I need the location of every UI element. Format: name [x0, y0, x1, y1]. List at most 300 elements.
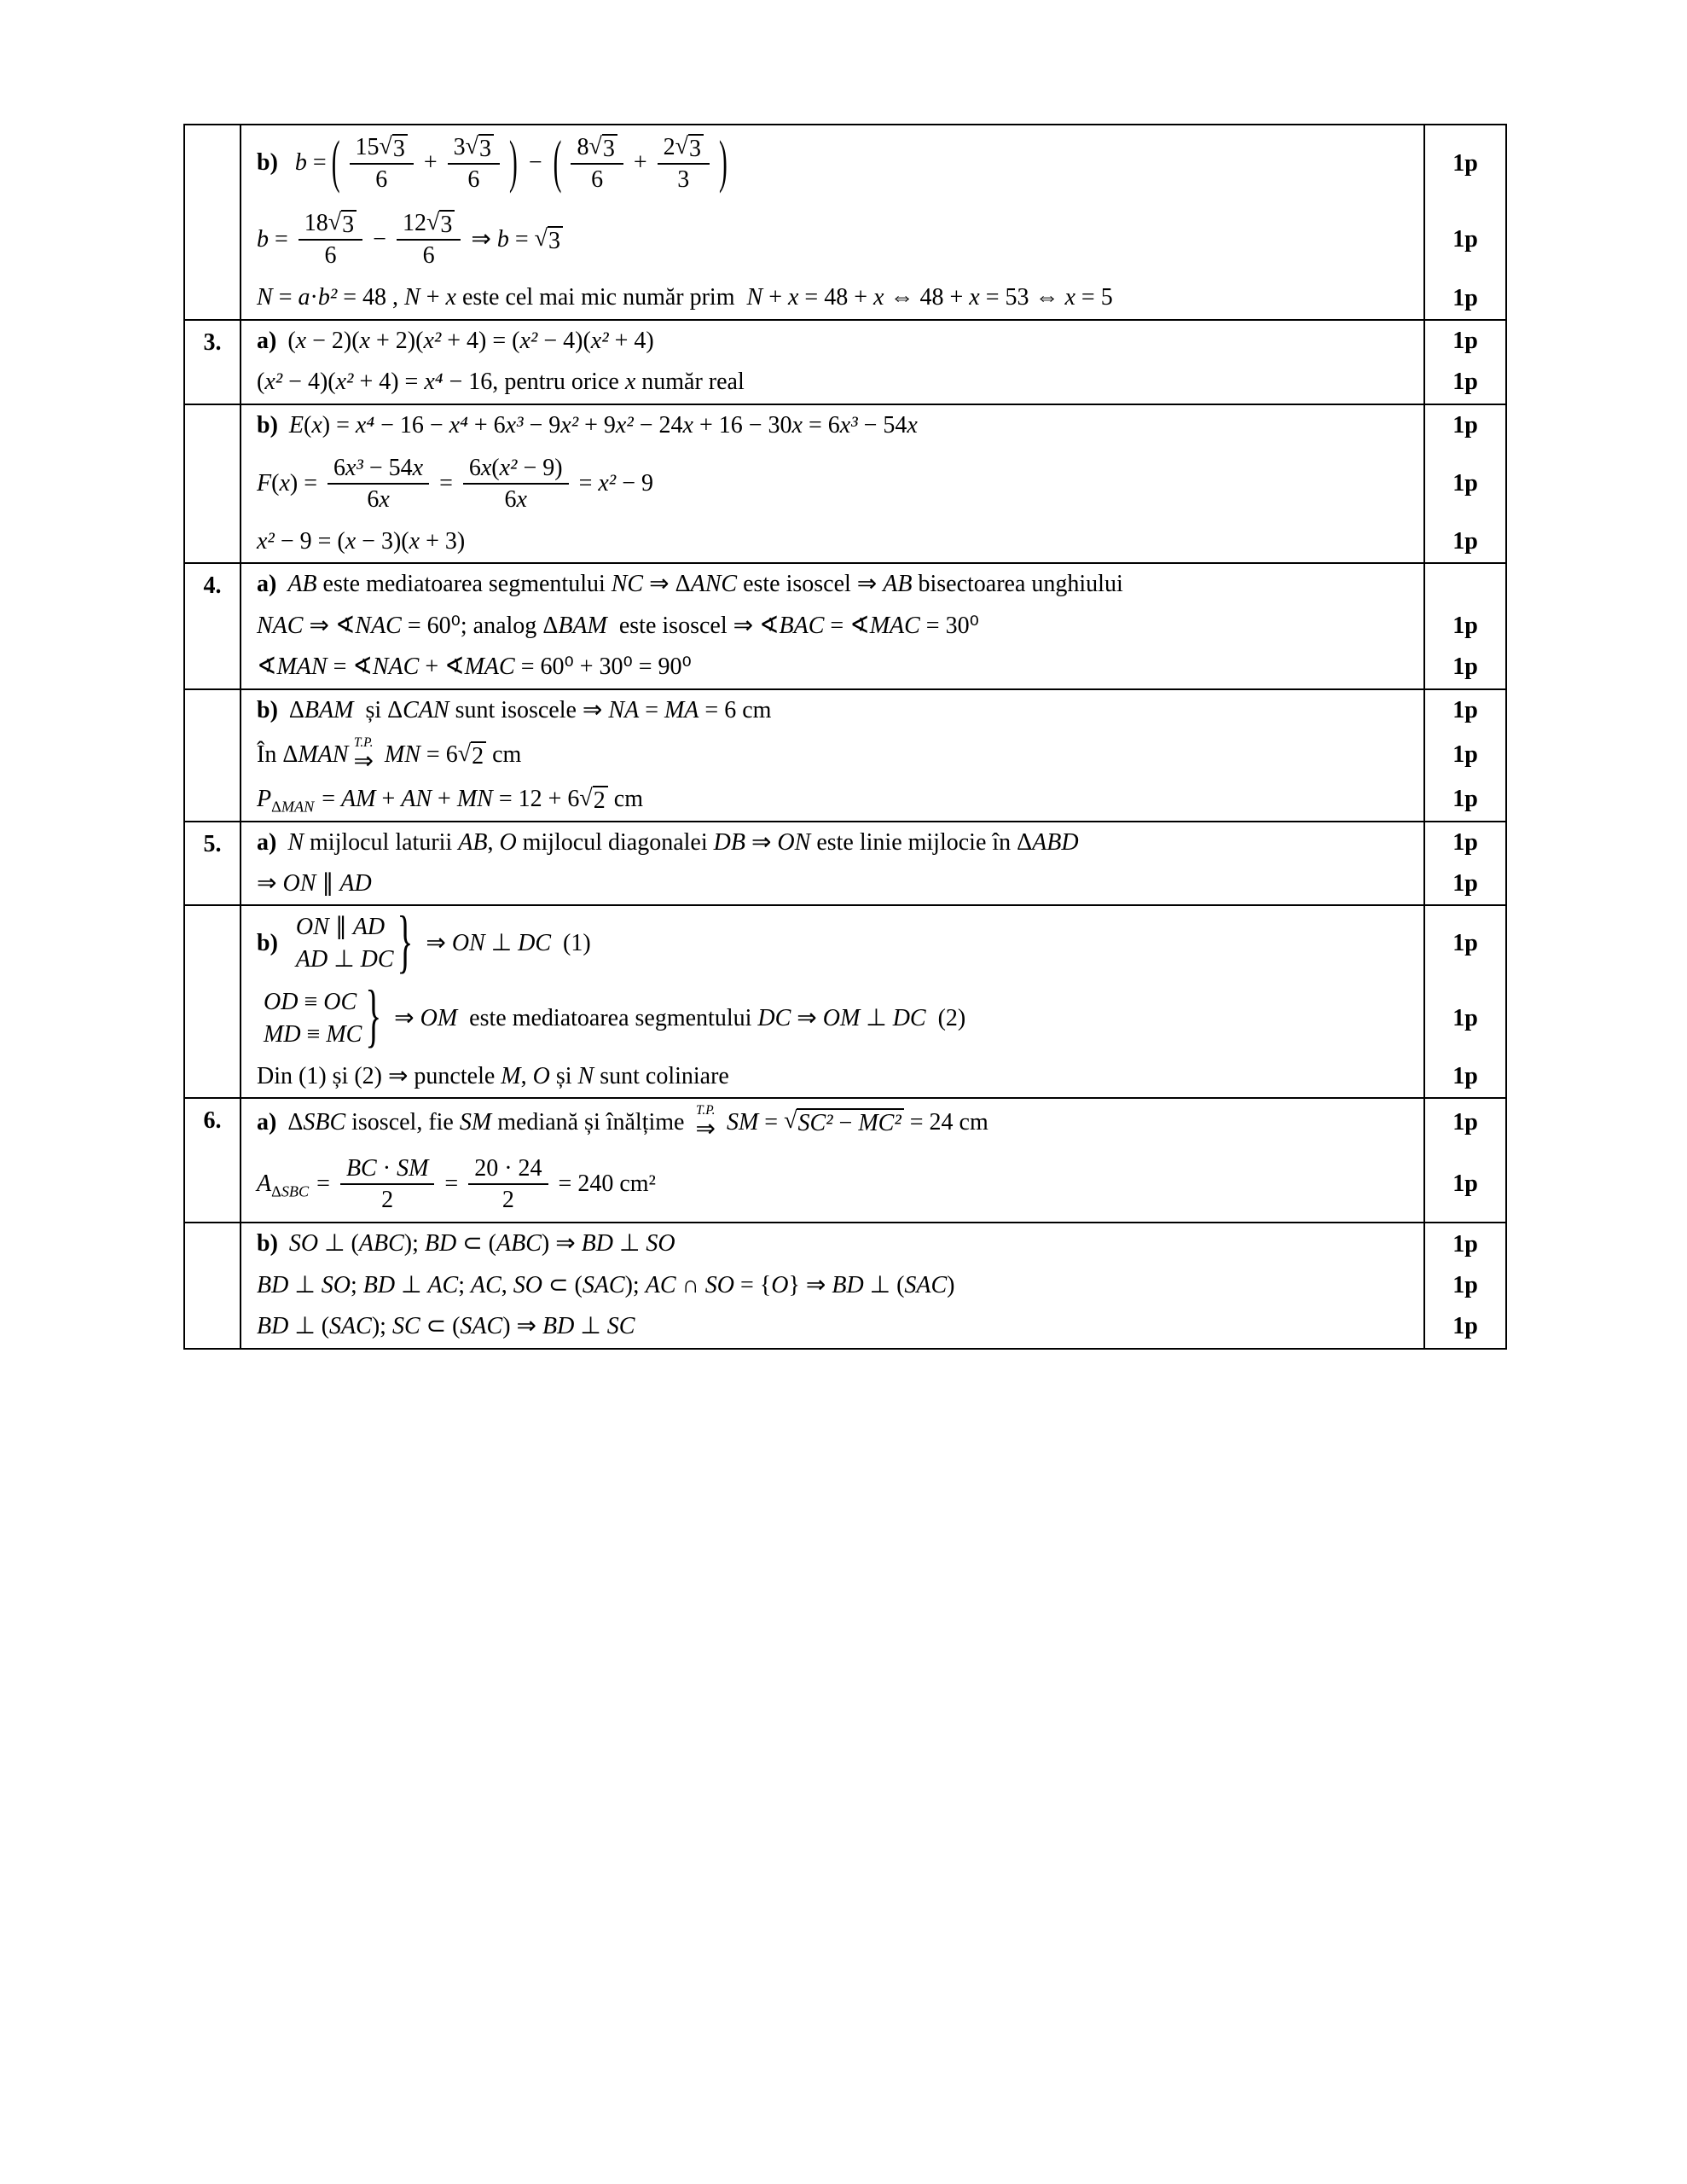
- cases-lines: [264, 986, 362, 1051]
- big-paren: ): [509, 131, 518, 195]
- radicand: 2: [471, 741, 486, 770]
- math-expression: E(x) = x⁴ − 16 − x⁴ + 6x³ − 9x² + 9x² − 24x + 16 − 30x = 6x³ − 54x: [288, 411, 918, 439]
- solution-content: [241, 521, 1423, 562]
- score-value: 1p: [1452, 1062, 1478, 1089]
- radicand: 3: [478, 134, 494, 163]
- solution-line: [241, 125, 1505, 201]
- plain-text: sunt coliniare: [594, 1062, 729, 1089]
- sub-base: P: [257, 786, 272, 813]
- points-cell: [1423, 822, 1505, 863]
- plain-text: =: [433, 469, 459, 497]
- radicand: 3: [688, 134, 704, 163]
- math-expression: N: [577, 1062, 594, 1089]
- item-label: b): [257, 149, 290, 177]
- solution-cell: [241, 405, 1505, 563]
- solution-line: [241, 321, 1505, 362]
- solution-content: [241, 321, 1423, 362]
- plain-text: În: [257, 741, 283, 768]
- radical-sign: √: [675, 133, 688, 160]
- math-expression: ΔBAM: [288, 696, 354, 723]
- score-value: 1p: [1452, 1109, 1478, 1136]
- radicand: 3: [439, 210, 455, 239]
- radicand: 3: [602, 134, 617, 163]
- solution-cell: [241, 822, 1505, 905]
- solution-content: [241, 863, 1423, 904]
- score-value: 1p: [1452, 828, 1478, 856]
- radical-sign: √: [379, 133, 392, 160]
- points-cell: [1423, 125, 1505, 201]
- math-expression: AB: [883, 571, 913, 598]
- fraction-denominator: 6: [324, 242, 337, 270]
- implies-arrow: ⇒: [695, 1116, 716, 1143]
- fraction-numerator: 8 √ 3: [571, 132, 623, 165]
- item-label: b): [257, 930, 284, 957]
- plain-text: număr real: [635, 369, 745, 396]
- solution-line: [241, 690, 1505, 731]
- points-cell: [1423, 1265, 1505, 1306]
- plain-text: isoscel, fie: [345, 1109, 460, 1136]
- solution-content: [241, 1099, 1423, 1147]
- solution-content: [241, 564, 1423, 605]
- sqrt-radical: [579, 786, 607, 815]
- points-cell: [1423, 201, 1505, 277]
- plain-text: ⇒: [791, 1004, 823, 1031]
- problem-number-cell: [185, 321, 241, 404]
- sqrt-radical: [380, 134, 408, 163]
- radicand: 3: [548, 226, 563, 255]
- radical-sign: √: [328, 209, 342, 236]
- solution-line: [241, 1223, 1505, 1264]
- score-value: 1p: [1452, 411, 1478, 439]
- cases-lines: [296, 911, 394, 976]
- fraction-numerator: 3 √ 3: [448, 132, 500, 165]
- score-value: 1p: [1452, 1313, 1478, 1340]
- points-cell: [1423, 731, 1505, 779]
- math-expression: = AM + AN + MN = 12 + 6 √ 2: [316, 784, 608, 815]
- math-expression: ΔMAN: [282, 741, 349, 768]
- points-cell: [1423, 647, 1505, 688]
- plain-text: cm: [953, 1109, 988, 1136]
- fraction-numerator: 15 √ 3: [350, 132, 414, 165]
- solution-line: [241, 647, 1505, 688]
- solution-cell: [241, 903, 1505, 1097]
- plain-text: ⇒: [420, 930, 452, 957]
- math-expression: = 24: [903, 1109, 954, 1136]
- score-value: 1p: [1452, 786, 1478, 813]
- math-expression: ∢NAC = 60⁰;: [334, 612, 467, 639]
- plain-text: analog: [467, 612, 543, 639]
- radical-sign: √: [426, 209, 440, 236]
- radicand: 2: [593, 786, 608, 815]
- math-expression: ΔBAM: [542, 612, 607, 639]
- plain-text: ⇒: [643, 571, 675, 598]
- plain-text: cm: [607, 786, 644, 813]
- math-expression: M, O: [501, 1062, 550, 1089]
- solution-content: [241, 731, 1423, 779]
- math-expression: (x² − 4)(x² + 4) = x⁴ − 16,: [257, 369, 499, 396]
- sqrt-radical: [458, 741, 486, 770]
- points-cell: [1423, 362, 1505, 403]
- problem-number-cell: [185, 125, 241, 319]
- solution-content: [241, 1223, 1423, 1264]
- problem-number: 4.: [203, 572, 222, 600]
- problem-number-cell: [185, 906, 241, 1097]
- solution-content: [241, 1056, 1423, 1097]
- solution-content: [241, 779, 1423, 820]
- fraction-numerator: 12 √ 3: [397, 208, 461, 241]
- solution-cell: [241, 564, 1505, 688]
- radical-sign: √: [534, 224, 548, 252]
- radicand: SC² − MC²: [797, 1108, 903, 1137]
- math-expression: SM: [459, 1109, 492, 1136]
- sub-index: ΔSBC: [271, 1182, 310, 1200]
- plain-text: cm: [486, 741, 522, 768]
- plain-text: este linie mijlocie în: [810, 828, 1017, 856]
- scoring-table: [183, 124, 1507, 1350]
- math-fraction: [448, 132, 500, 195]
- plain-text: =: [438, 1170, 465, 1198]
- fraction-denominator: 6: [591, 166, 604, 194]
- fraction-numerator: 6x(x² − 9): [463, 453, 569, 485]
- math-fraction: [658, 132, 710, 195]
- plain-text: și: [549, 1062, 578, 1089]
- math-fraction: [397, 208, 461, 270]
- math-expression: N: [287, 828, 304, 856]
- points-cell: [1423, 405, 1505, 446]
- table-row: [185, 1097, 1505, 1222]
- problem-number: 5.: [203, 830, 222, 857]
- big-paren: (: [553, 131, 562, 195]
- math-expression: NAC: [257, 612, 304, 639]
- solution-line: [241, 1306, 1505, 1347]
- subscripted-term: [257, 1169, 310, 1199]
- score-value: 1p: [1452, 741, 1478, 769]
- fraction-denominator: 3: [677, 166, 690, 194]
- item-label: a): [257, 571, 283, 598]
- plain-text: mijlocul laturii: [304, 828, 459, 856]
- solution-content: [241, 201, 1423, 277]
- math-expression: OM ⊥ DC: [822, 1004, 926, 1031]
- math-expression: ∢BAC = ∢MAC = 30⁰: [759, 612, 979, 639]
- points-cell: [1423, 521, 1505, 562]
- plain-text: ⇒: [257, 870, 283, 897]
- plain-text: =: [572, 469, 599, 497]
- math-expression: b =: [257, 225, 294, 253]
- problem-number-cell: [185, 690, 241, 821]
- solution-cell: [241, 321, 1505, 404]
- problem-number-cell: [185, 822, 241, 905]
- big-paren: ): [718, 131, 728, 195]
- sqrt-radical: [784, 1108, 904, 1137]
- sub-base: A: [257, 1170, 272, 1198]
- math-fraction: [571, 132, 623, 195]
- score-value: 1p: [1452, 1004, 1478, 1031]
- math-expression: x² − 9: [598, 469, 653, 497]
- solution-content: [241, 822, 1423, 863]
- table-row: [185, 904, 1505, 1097]
- math-expression: NA = MA = 6: [608, 696, 737, 723]
- solution-cell: [241, 1223, 1505, 1347]
- points-cell: [1423, 1099, 1505, 1147]
- plain-text: cm: [736, 696, 772, 723]
- solution-line: [241, 1265, 1505, 1306]
- plain-text: și: [353, 696, 388, 723]
- score-value: 1p: [1452, 930, 1478, 957]
- points-cell: [1423, 863, 1505, 904]
- implies-with-label: [353, 736, 373, 774]
- sqrt-radical: [426, 210, 455, 239]
- cases-group: [264, 978, 382, 1055]
- math-expression: SO ⊥ (ABC); BD ⊂ (ABC) ⇒ BD ⊥ SO: [288, 1230, 675, 1258]
- score-value: 1p: [1452, 327, 1478, 354]
- score-value: 1p: [1452, 870, 1478, 897]
- item-label: b): [257, 1230, 284, 1258]
- plain-text: =: [552, 1170, 578, 1198]
- plain-text: ⇒: [745, 828, 778, 856]
- math-expression: AB,: [458, 828, 494, 856]
- points-cell: [1423, 779, 1505, 820]
- solution-content: [241, 606, 1423, 647]
- table-row: [185, 688, 1505, 821]
- math-fraction: [350, 132, 414, 195]
- math-fraction: [299, 208, 362, 270]
- plain-text: pentru orice: [498, 369, 625, 396]
- fraction-denominator: 2: [381, 1187, 394, 1214]
- right-brace: }: [365, 978, 382, 1055]
- solution-line: [241, 822, 1505, 863]
- radicand: 3: [392, 134, 408, 163]
- math-expression: AB: [287, 571, 317, 598]
- plain-text: +: [417, 149, 443, 177]
- math-expression: ΔANC: [675, 571, 738, 598]
- points-cell: [1423, 1147, 1505, 1222]
- solution-content: [241, 277, 1423, 318]
- radical-sign: √: [457, 740, 472, 767]
- math-expression: N = a·b² = 48: [257, 284, 387, 311]
- over-label: T.P.: [695, 1103, 716, 1118]
- math-expression: x² − 9 = (x − 3)(x + 3): [257, 527, 466, 555]
- sub-index: ΔMAN: [271, 798, 315, 816]
- solution-line: [241, 521, 1505, 562]
- fraction-numerator: BC · SM: [340, 1153, 434, 1185]
- table-row: [185, 125, 1505, 319]
- math-expression: NC: [611, 571, 644, 598]
- solution-content: [241, 903, 1423, 981]
- solution-content: [241, 362, 1423, 403]
- math-fraction: [340, 1153, 434, 1215]
- solution-line: [241, 903, 1505, 981]
- table-row: [185, 319, 1505, 404]
- over-label: T.P.: [353, 735, 374, 750]
- score-value: 1p: [1452, 284, 1478, 311]
- plain-text: (1): [551, 930, 591, 957]
- cases-line: AD ⊥ DC: [295, 946, 394, 973]
- big-paren: (: [331, 131, 340, 195]
- radical-sign: √: [579, 785, 593, 812]
- points-cell: [1423, 564, 1505, 605]
- plain-text: este cel mai mic număr prim: [455, 284, 747, 311]
- solution-content: [241, 647, 1423, 688]
- math-expression: MN = 6 √ 2: [379, 740, 486, 770]
- solution-line: [241, 564, 1505, 605]
- problem-number-cell: [185, 564, 241, 688]
- math-expression: OM: [420, 1004, 458, 1031]
- solution-content: [241, 125, 1423, 201]
- sqrt-radical: [588, 134, 617, 163]
- plain-text: este isoscel ⇒: [737, 571, 884, 598]
- solution-content: [241, 1306, 1423, 1347]
- implies-with-label: [695, 1104, 715, 1141]
- item-label: a): [257, 327, 283, 354]
- plain-text: ⇒: [303, 612, 335, 639]
- problem-number: 6.: [203, 1107, 222, 1135]
- math-expression: SM =: [726, 1109, 785, 1136]
- table-row: [185, 1222, 1505, 1347]
- score-value: 1p: [1452, 653, 1478, 681]
- math-expression: b = √ 3: [497, 224, 563, 255]
- score-value: 1p: [1452, 528, 1478, 555]
- item-label: a): [257, 1109, 283, 1136]
- plain-text: ,: [386, 284, 405, 311]
- problem-number-cell: [185, 1223, 241, 1347]
- solution-line: [241, 863, 1505, 904]
- plain-text: cm²: [613, 1170, 656, 1198]
- math-expression: N + x: [404, 284, 456, 311]
- radical-sign: √: [784, 1107, 797, 1135]
- plain-text: −: [367, 225, 392, 253]
- solution-content: [241, 978, 1423, 1056]
- plain-text: mijlocul diagonalei: [516, 828, 714, 856]
- right-brace: }: [397, 903, 414, 981]
- math-expression: F(x) =: [257, 469, 323, 497]
- math-fraction: [468, 1153, 548, 1215]
- sqrt-radical: [328, 210, 357, 239]
- table-row: [185, 821, 1505, 905]
- table-row: [185, 404, 1505, 563]
- math-expression: b =: [294, 149, 327, 177]
- fraction-denominator: 6: [375, 166, 388, 194]
- score-value: 1p: [1452, 1230, 1478, 1258]
- math-expression: DB: [713, 828, 745, 856]
- radical-sign: √: [588, 133, 602, 160]
- fraction-denominator: 6x: [504, 485, 527, 513]
- item-label: b): [257, 696, 284, 723]
- solution-line: [241, 446, 1505, 521]
- solution-line: [241, 405, 1505, 446]
- cases-line: ON ∥ AD: [295, 914, 386, 941]
- points-cell: [1423, 1306, 1505, 1347]
- math-fraction: [463, 453, 569, 514]
- plain-text: bisectoarea unghiului: [912, 571, 1123, 598]
- math-expression: ON ∥ AD: [282, 870, 372, 897]
- score-value: 1p: [1452, 696, 1478, 723]
- math-expression: x: [624, 369, 636, 396]
- subscripted-term: [257, 784, 316, 815]
- math-expression: 240: [577, 1170, 614, 1198]
- fraction-numerator: 20 · 24: [468, 1153, 548, 1185]
- plain-text: mediană și înălțime: [491, 1109, 691, 1136]
- points-cell: [1423, 1056, 1505, 1097]
- solution-content: [241, 405, 1423, 446]
- math-expression: DC: [757, 1004, 791, 1031]
- score-value: 1p: [1452, 225, 1478, 253]
- item-label: b): [257, 411, 284, 439]
- solution-line: [241, 731, 1505, 779]
- score-value: 1p: [1452, 149, 1478, 177]
- plain-text: sunt isoscele ⇒: [449, 696, 609, 723]
- points-cell: [1423, 277, 1505, 318]
- plain-text: [493, 828, 499, 858]
- solution-line: [241, 362, 1505, 403]
- solution-cell: [241, 1099, 1505, 1222]
- fraction-numerator: 2 √ 3: [658, 132, 710, 165]
- math-expression: N + x = 48 + x ⇔ 48 + x = 53 ⇔ x = 5: [746, 284, 1113, 311]
- solution-cell: [241, 125, 1505, 319]
- solution-line: [241, 606, 1505, 647]
- solution-cell: [241, 690, 1505, 821]
- points-cell: [1423, 446, 1505, 521]
- sqrt-radical: [466, 134, 494, 163]
- problem-number-cell: [185, 405, 241, 563]
- math-expression: =: [310, 1170, 336, 1198]
- score-value: 1p: [1452, 1170, 1478, 1198]
- solution-line: [241, 1099, 1505, 1147]
- points-cell: [1423, 690, 1505, 731]
- math-expression: ∢MAN = ∢NAC + ∢MAC = 60⁰ + 30⁰ = 90⁰: [257, 653, 692, 681]
- plain-text: Din (1) și (2) ⇒ punctele: [257, 1062, 501, 1089]
- solution-content: [241, 1265, 1423, 1306]
- cases-group: [295, 903, 414, 981]
- implies-arrow: ⇒: [353, 748, 374, 775]
- plain-text: este mediatoarea segmentului: [457, 1004, 758, 1031]
- solution-content: [241, 1147, 1423, 1222]
- points-cell: [1423, 606, 1505, 647]
- math-expression: O: [499, 828, 517, 856]
- plain-text: (2): [925, 1004, 966, 1031]
- item-label: a): [257, 828, 283, 856]
- score-value: 1p: [1452, 1272, 1478, 1299]
- score-value: 1p: [1452, 469, 1478, 497]
- fraction-numerator: 6x³ − 54x: [328, 453, 429, 485]
- sqrt-radical: [535, 226, 563, 255]
- plain-text: −: [522, 149, 548, 177]
- plain-text: ⇒: [388, 1004, 420, 1031]
- math-fraction: [328, 453, 429, 514]
- solution-line: [241, 201, 1505, 277]
- solution-line: [241, 978, 1505, 1056]
- points-cell: [1423, 981, 1505, 1056]
- fraction-denominator: 6: [467, 166, 480, 194]
- points-cell: [1423, 906, 1505, 981]
- fraction-denominator: 2: [501, 1187, 514, 1214]
- solution-content: [241, 690, 1423, 731]
- math-expression: BD ⊥ (SAC); SC ⊂ (SAC) ⇒ BD ⊥ SC: [257, 1313, 635, 1340]
- plain-text: ⇒: [465, 225, 497, 253]
- score-value: 1p: [1452, 612, 1478, 639]
- solution-content: [241, 446, 1423, 521]
- math-expression: BD ⊥ SO; BD ⊥ AC; AC, SO ⊂ (SAC); AC ∩ SO = {O} ⇒ BD ⊥ (SAC): [257, 1271, 955, 1298]
- solution-line: [241, 1056, 1505, 1097]
- problem-number-cell: [185, 1099, 241, 1222]
- plain-text: este isoscel ⇒: [606, 612, 760, 639]
- solution-line: [241, 1147, 1505, 1222]
- table-row: [185, 562, 1505, 688]
- math-expression: ON: [777, 828, 811, 856]
- fraction-numerator: 18 √ 3: [299, 208, 362, 241]
- cases-line: OD ≡ OC: [264, 989, 357, 1016]
- plain-text: este mediatoarea segmentului: [316, 571, 612, 598]
- sqrt-radical: [675, 134, 704, 163]
